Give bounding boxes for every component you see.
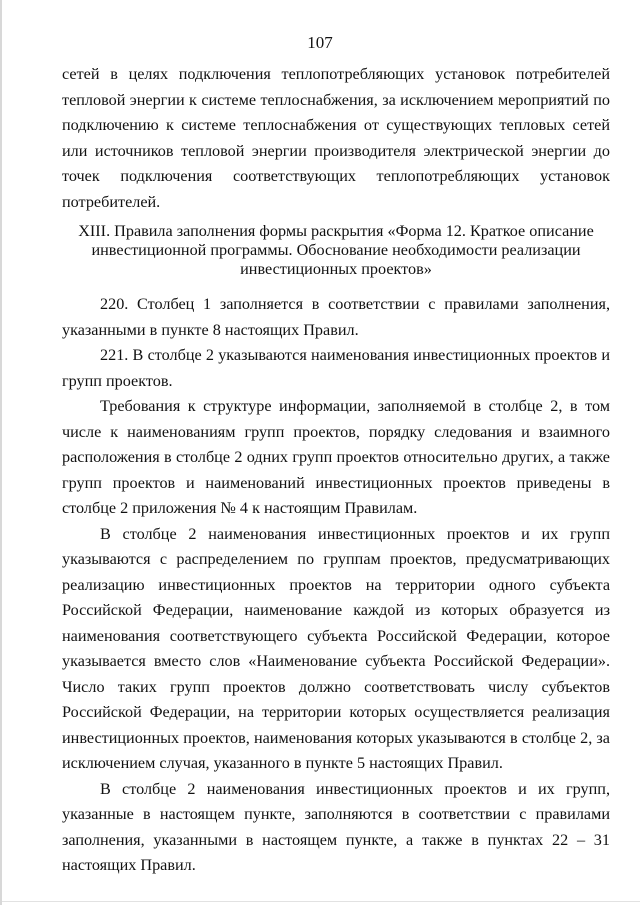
section-heading-line-1: XIII. Правила заполнения формы раскрытия «Форма 12. Краткое описание (78, 222, 594, 240)
intro-paragraph: сетей в целях подключения теплопотребляющих установок потребителей тепловой энергии к системе теплоснабжения, за исключением мероприятий по подключению к системе теплоснабжения от существующих тепловых сетей или источников тепловой энергии производителя электрической энергии до точек подключения соответствующих теплопотребляющих установок потребителей. (62, 65, 610, 211)
main-text-block (62, 292, 610, 879)
page-bottom-edge (2, 901, 640, 902)
paragraph-filling-rules: В столбце 2 наименования инвестиционных проектов и их групп, указанные в настоящем пункте, заполняются в соответствии с правилами заполнения, указанными в настоящем пункте, а также в пунктах 22 – 31 настоящих Правил. (62, 779, 610, 874)
section-heading (62, 222, 610, 279)
intro-paragraph-block (62, 62, 610, 215)
paragraph-221: 221. В столбце 2 указываются наименования инвестиционных проектов и групп проектов. (62, 346, 610, 390)
paragraph-requirements: Требования к структуре информации, заполняемой в столбце 2, в том числе к наименованиям групп проектов, порядку следования и взаимного расположения в столбце 2 одних групп проектов относительно других, а также групп проектов и наименований инвестиционных проектов приведены в столбце 2 приложения № 4 к настоящим Правилам. (62, 397, 610, 517)
paragraph-distribution: В столбце 2 наименования инвестиционных проектов и их групп указываются с распределением по группам проектов, предусматривающих реализацию инвестиционных проектов на территории одного субъекта Российской Федерации, наименование каждой из которых образуется из наименования соответствующего субъекта Российской Федерации, которое указывается вместо слов «Наименование субъекта Российской Федерации». Число таких групп проектов должно соответствовать числу субъектов Российской Федерации, на территории которых осуществляется реализация инвестиционных проектов, наименования которых указываются в столбце 2, за исключением случая, указанного в пункте 5 настоящих Правил. (62, 524, 610, 772)
section-heading-line-2: инвестиционной программы. Обоснование необходимости реализации (91, 241, 581, 259)
page-number: 107 (307, 33, 333, 52)
scan-edge (0, 0, 2, 905)
paragraph-220: 220. Столбец 1 заполняется в соответствии с правилами заполнения, указанными в пункте 8 настоящих Правил. (62, 295, 610, 339)
section-heading-line-3: инвестиционных проектов» (240, 260, 432, 278)
